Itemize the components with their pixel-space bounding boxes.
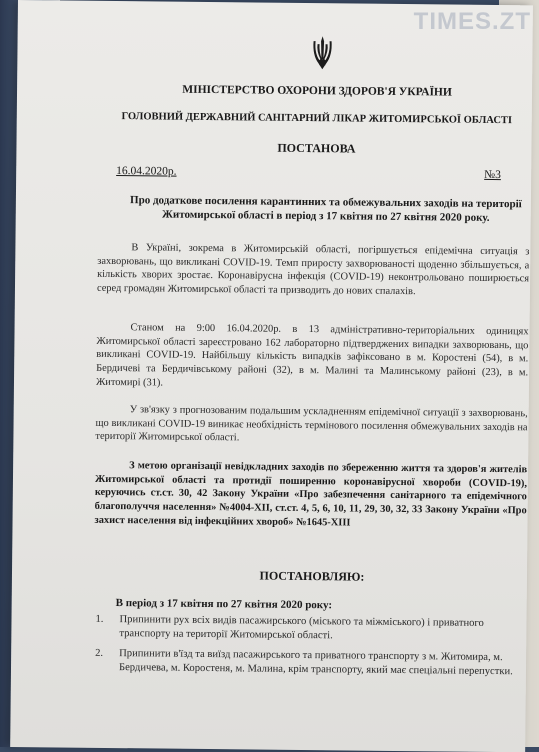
list-item-number: 1. [95, 613, 104, 625]
list-item-text: Припинити в'їзд та виїзд пасажирського та приватного транспорту з м. Житомира, м. Бердичева, м. Коростеня, м. Малина, крім транспорту, який має спеціальні перепустки. [118, 648, 513, 678]
chief-title: ГОЛОВНИЙ ДЕРЖАВНИЙ САНІТАРНИЙ ЛІКАР ЖИТОМИРСЬКОЇ ОБЛАСТІ [121, 111, 513, 127]
paragraph-2: Станом на 9:00 16.04.2020р. в 13 адміністративно-територіальних одиницях Житомирської області зареєстровано 162 лабораторно підтверджених випадки захворювань, що викликані COVID-19. Найбільшу кількість випадків зафіксовано в м. Коростені (54), в м. Бердичеві та Бердичівському районі (32), в м. Малині та Малинському районі (23), в м. Житомирі (31). [95, 322, 529, 389]
document-page [10, 0, 533, 752]
document-heading: Про додаткове посилення карантинних та обмежувальних заходів на території Житомирської області в період з 17 квітня по 27 квітня 2020 року. [130, 194, 522, 225]
decree-heading: ПОСТАНОВЛЯЮ: [259, 568, 365, 584]
watermark-logo: TIMES.ZT [413, 8, 531, 35]
paragraph-4: З метою організації невідкладних заходів по збереженню життя та здоров'я жителів Житомирської області та протидії поширенню коронавірусної хвороби (COVID-19), керуючись ст.ст. 30, 42 Закону України «Про забезпечення санітарного та епідемічного благополуччя населення» №4004-XII, ст.ст. 4, 5, 6, 10, 11, 29, 30, 32, 33 Закону України «Про захист населення від інфекційних хвороб» №1645-XIII [94, 460, 528, 529]
paragraph-3: У зв'язку з прогнозованим подальшим ускладненням епідемічної ситуації з захворювань, що викликані COVID-19 виникає необхідність термінового посилення обмежувальних заходів на території Житомирської області. [95, 404, 528, 444]
list-item [95, 613, 525, 646]
list-item [95, 647, 525, 680]
ministry-title: МІНІСТЕРСТВО ОХОРОНИ ЗДОРОВ'Я УКРАЇНИ [182, 83, 452, 99]
document-type: ПОСТАНОВА [277, 140, 356, 156]
document-date: 16.04.2020р. [116, 165, 177, 178]
list-item-number: 2. [95, 647, 104, 659]
list-item-text: Припинити рух всіх видів пасажирського (міського та міжміського) і приватного транспорту на території Житомирської області. [119, 614, 484, 642]
trident-emblem-icon [310, 35, 334, 71]
paragraph-1: В Україні, зокрема в Житомирській області, погіршується епідемічна ситуація з захворювань, що викликані COVID-19. Темп приросту захворюваності щоденно збільшується, а кількість хворих зростає. Коронавірусна інфекція (COVID-19) неконтрольовано поширюється серед громадян Житомирської області та призводить до нових спалахів. [96, 242, 530, 298]
period-heading: В період з 17 квітня по 27 квітня 2020 року: [115, 597, 333, 612]
document-number: №3 [484, 168, 501, 182]
